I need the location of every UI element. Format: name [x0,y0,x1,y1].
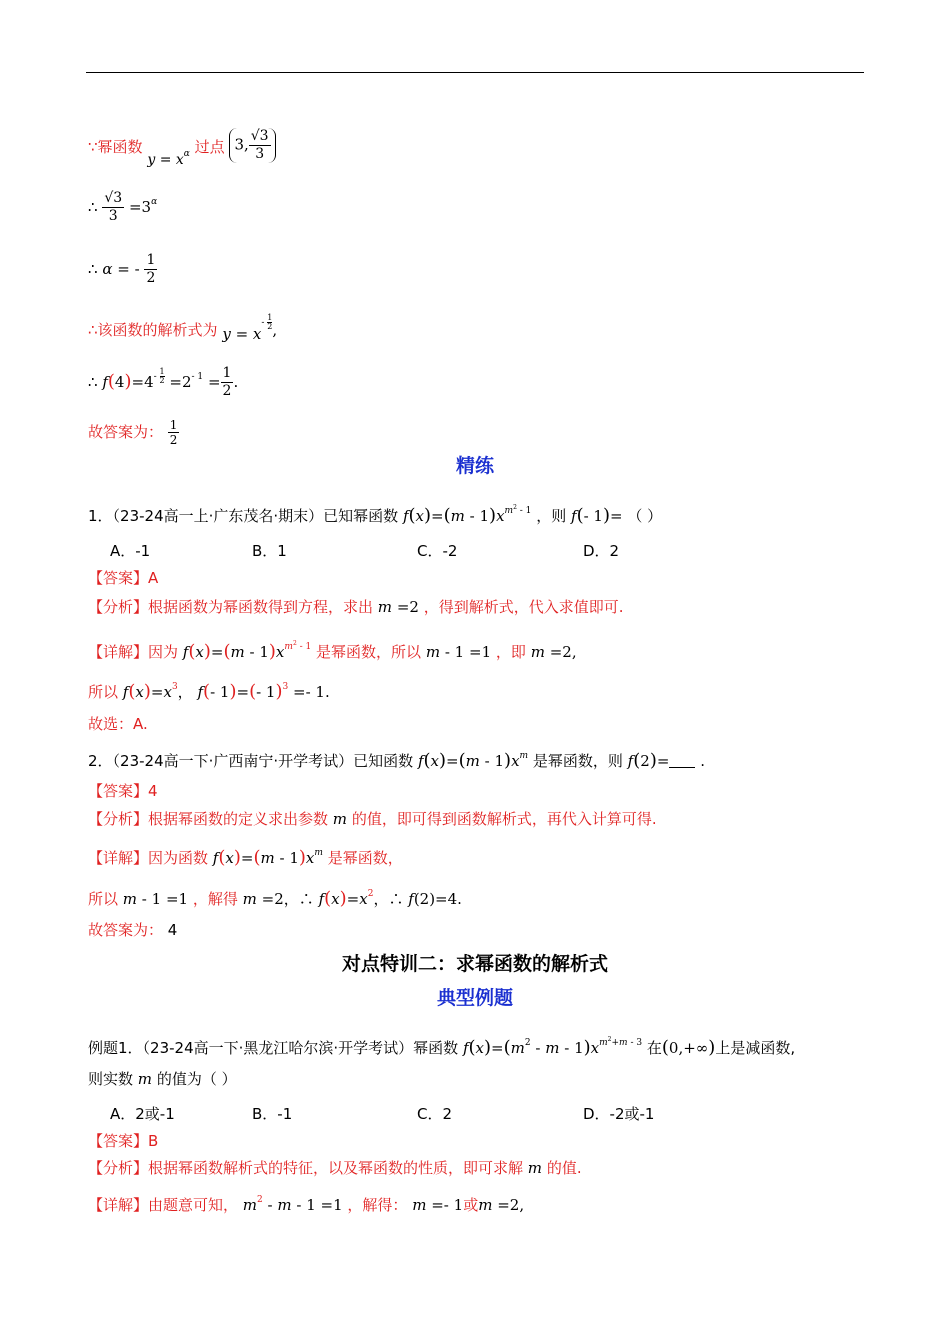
ex1-detail-text: 【详解】由题意可知， [88,1196,239,1214]
q1-stem-text-3: （ ） [627,507,663,525]
ex1-option-a[interactable]: A．2或-1 [110,1105,175,1123]
point-coordinates: 3, $\frac{√3}{3}$ [229,128,275,163]
ex1-stem: 例题1．（23-24高一下·黑龙江哈尔滨·开学考试）幂函数 $f(x)=(m^2 - m - 1)x^{m^2+m - 3}$ 在(0,+∞)上是减函数, [88,1036,796,1058]
ex1-detail: 【详解】由题意可知， $m^2 - m - 1 =1$ ，解得： m =- 1或m =2, [88,1195,525,1214]
q2-answer-blank[interactable] [669,753,695,768]
q2-detail-text-2: 是幂函数， [327,849,403,867]
q1-detail-line-2: 所以 $f(x)=x^3$， f(- 1)=(- 1)$^3$ =- 1. [88,681,330,702]
q1-detail-text: 【详解】因为 [88,643,179,661]
ex1-analysis-text: 【分析】根据幂函数解析式的特征，以及幂函数的性质，即可求解 [88,1159,524,1177]
ex1-option-d[interactable]: D．-2或-1 [583,1105,655,1123]
q2-detail-text-3: 所以 [88,890,119,908]
ex1-stem-text-3: 上是减函数, [715,1039,796,1057]
q1-conclusion: 故选：A. [88,715,148,733]
ex1-answer: 【答案】B [88,1132,159,1150]
frac-den: 2 [169,433,178,447]
ex1-analysis-text-2: 的值. [546,1159,582,1177]
q2-conclusion-label: 故答案为： [88,921,164,939]
ex1-stem-text: 例题1．（23-24高一下·黑龙江哈尔滨·开学考试）幂函数 [88,1039,459,1057]
q1-stem-text: 1．（23-24高一上·广东茂名·期末）已知幂函数 [88,507,399,525]
q2-conclusion [88,920,177,940]
answer-label: 故答案为： [88,423,164,441]
q1-detail-text-2: 是幂函数，所以 [316,643,422,661]
q1-detail: 【详解】因为 $f(x)=(m - 1)x^{m^2 - 1}$ 是幂函数，所以 m - 1 =1 ，即 m =2, [88,640,577,662]
solution-line-4: ∴该函数的解析式为 $y = x^{- \frac{1}{2}}$ , [88,313,278,343]
ex1-stem-text-2: 在 [646,1039,662,1057]
solution-line-3: ∴ α = - $\frac{1}{2}$ [88,252,156,286]
q2-analysis: 【分析】根据幂函数的定义求出参数 m 的值，即可得到函数解析式，再代入计算可得. [88,810,657,828]
ex1-stem-text-5: 的值为（ ） [156,1070,237,1088]
q2-stem-text-2: 是幂函数，则 [532,752,623,770]
solution-line-1 [88,128,276,168]
q1-detail-text-4: 所以 [88,683,119,701]
solution-line-2: ∴ $\frac{√3}{3}$ $=3^\alpha$ [88,190,158,224]
q1-option-c[interactable]: C．-2 [417,542,458,560]
q2-detail-text-4: ，解得 [192,890,238,908]
math-y-eq-x-alpha: $y = x^\alpha$ [147,149,190,168]
q1-analysis-text: 【分析】根据函数为幂函数得到方程，求出 [88,598,374,616]
section-heading-2: 对点特训二：求幂函数的解析式 [341,953,608,975]
q1-option-b[interactable]: B．1 [252,542,287,560]
q2-analysis-text: 【分析】根据幂函数的定义求出参数 [88,810,329,828]
text: 过点 [194,138,225,156]
ex1-option-c[interactable]: C．2 [417,1105,453,1123]
ex1-detail-text-2: ，解得： [347,1196,408,1214]
q1-option-d[interactable]: D．2 [583,542,620,560]
q2-conclusion-value: 4 [167,921,178,939]
solution-line-5: ∴ $f(4)=4^{- \frac{1}{2}}$ $=2^{- 1}$ = $\frac{1}{2}$ . [88,365,239,399]
q2-answer: 【答案】4 [88,782,158,800]
q1-stem: 1．（23-24高一上·广东茂名·期末）已知幂函数 $f(x)=(m - 1)x^{m^2 - 1}$ ，则 f(- 1)= （ ） [88,504,663,526]
q2-detail: 【详解】因为函数 $f(x)=(m - 1)x^m$ 是幂函数， [88,847,403,868]
frac-num: 1 [169,418,178,432]
q2-detail-text: 【详解】因为函数 [88,849,209,867]
section-heading-dianxing: 典型例题 [436,987,513,1009]
section-heading-jinglian: 精练 [455,455,494,477]
q2-stem-text: 2．（23-24高一下·广西南宁·开学考试）已知函数 [88,752,414,770]
header-rule [86,72,864,73]
q2-analysis-text-2: 的值，即可得到函数解析式，再代入计算可得. [351,810,657,828]
ex1-stem-line-2: 则实数 m 的值为（ ） [88,1070,237,1088]
q1-analysis: 【分析】根据函数为幂函数得到方程，求出 m =2 ，得到解析式，代入求值即可. [88,598,624,616]
q1-answer: 【答案】A [88,569,159,587]
q1-stem-text-2: ，则 [536,507,567,525]
q1-detail-text-3: ，即 [495,643,526,661]
ex1-option-b[interactable]: B．-1 [252,1105,293,1123]
solution-answer-line [88,418,179,447]
ex1-stem-text-4: 则实数 [88,1070,134,1088]
text: ∴该函数的解析式为 [88,321,218,339]
q1-option-a[interactable]: A．-1 [110,542,151,560]
ex1-detail-text-3: 或 [463,1196,479,1214]
text: ∵幂函数 [88,138,143,156]
ex1-analysis: 【分析】根据幂函数解析式的特征，以及幂函数的性质，即可求解 m 的值. [88,1159,582,1177]
q1-analysis-text-2: ，得到解析式，代入求值即可. [423,598,624,616]
q2-stem: 2．（23-24高一下·广西南宁·开学考试）已知函数 $f(x)=(m - 1)x^m$ 是幂函数，则 f(2)= . [88,750,705,771]
q2-detail-line-2: 所以 m - 1 =1 ，解得 m =2，∴ $f(x)=x^2$，∴ f(2)=4. [88,888,462,909]
